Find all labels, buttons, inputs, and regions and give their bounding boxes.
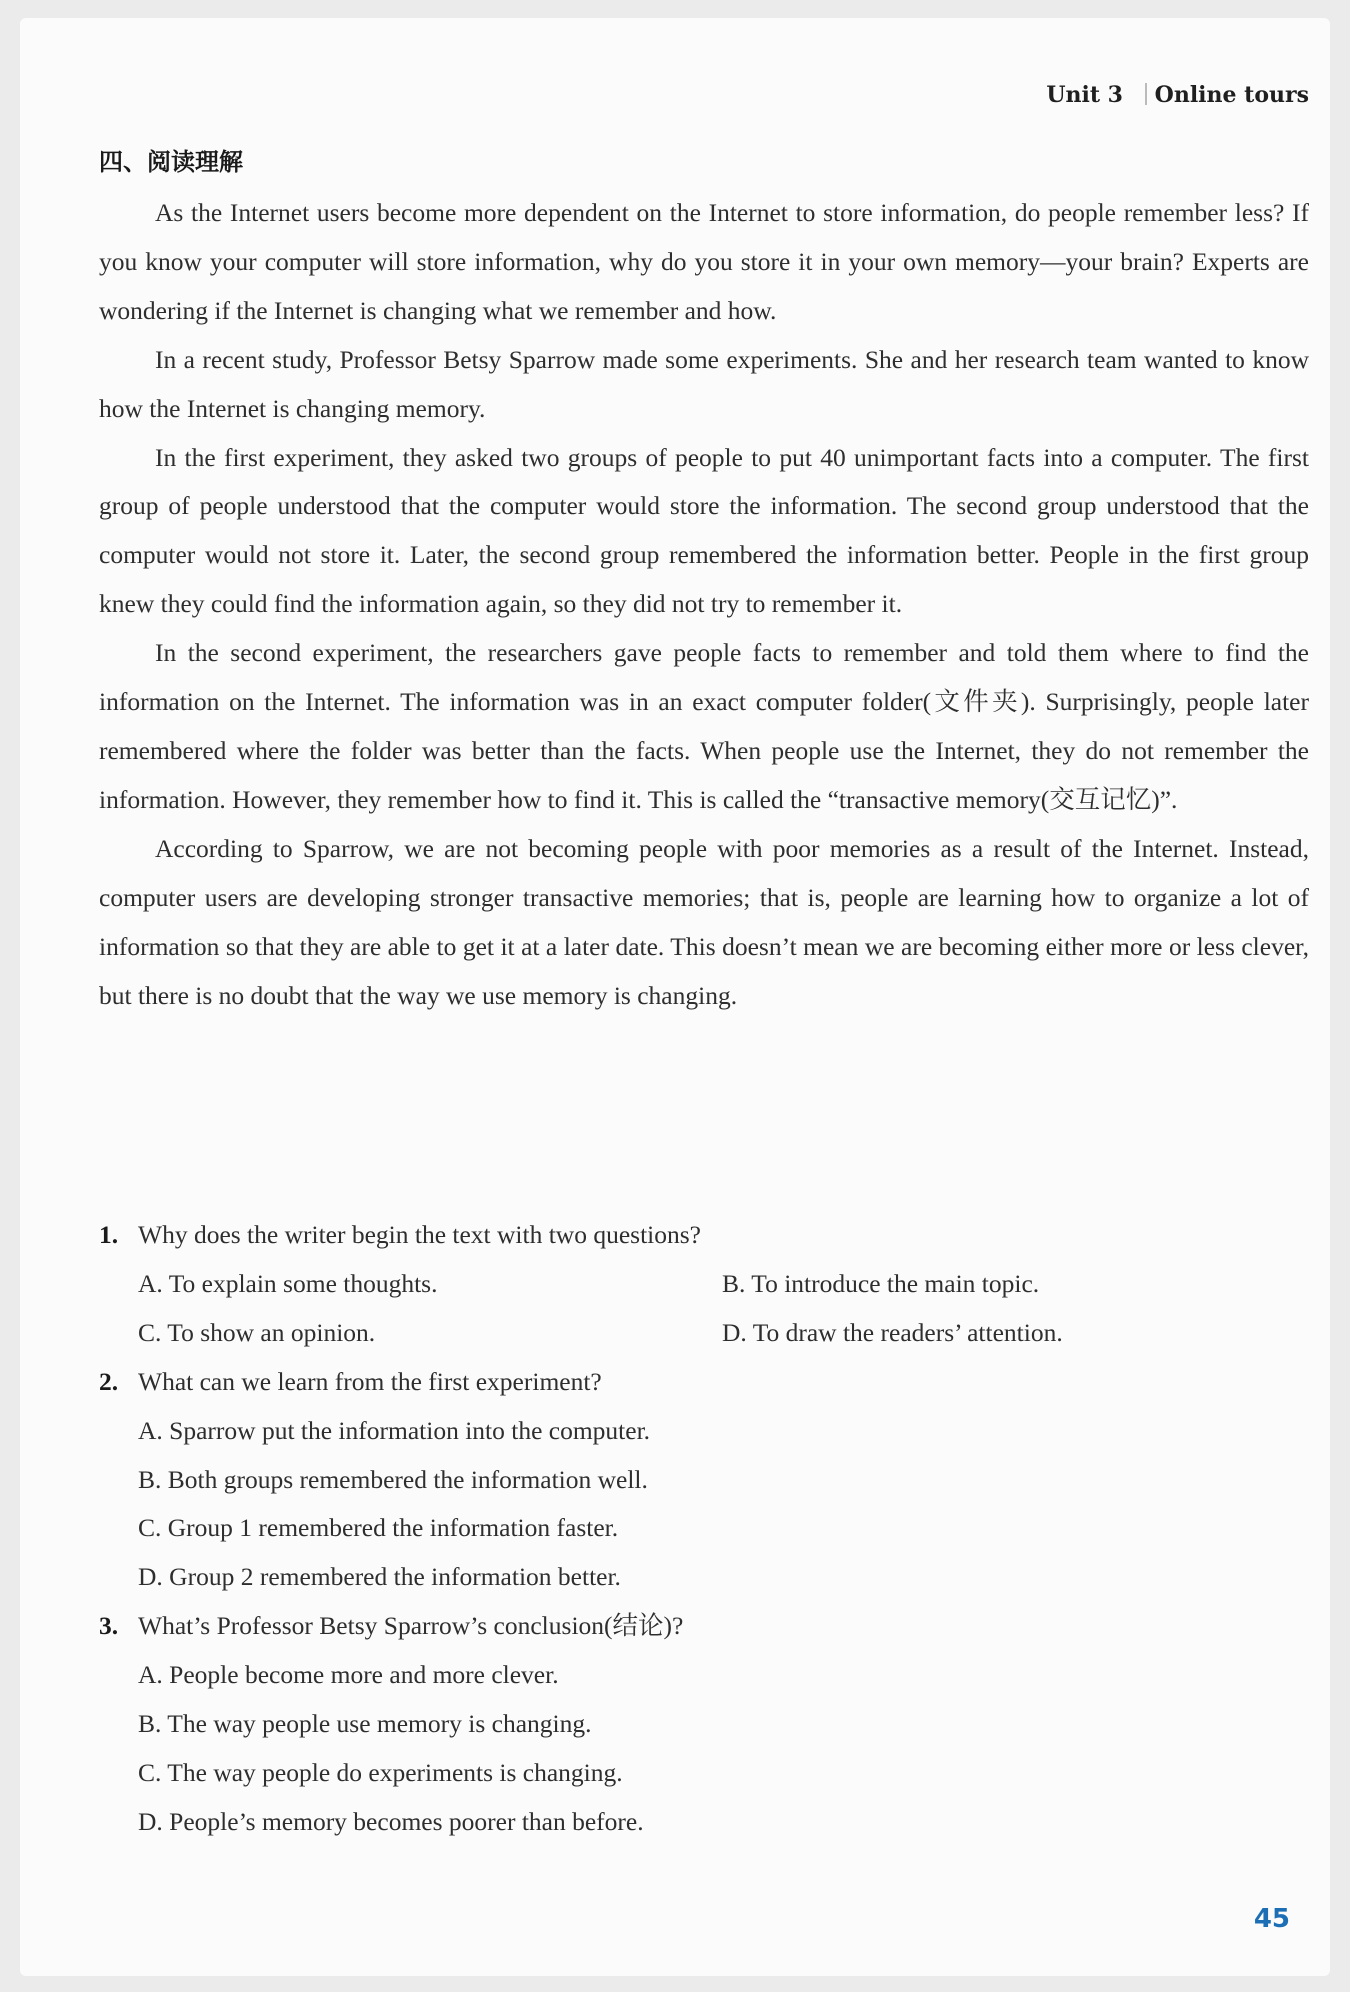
question-text: What’s Professor Betsy Sparrow’s conclusion(结论)? xyxy=(138,1611,684,1641)
option-row xyxy=(99,1309,1309,1358)
header-divider xyxy=(1145,83,1147,105)
question-number: 1. xyxy=(99,1220,119,1249)
question-list xyxy=(99,1211,1309,1847)
question-stem xyxy=(99,1211,1309,1260)
page xyxy=(20,18,1330,1976)
running-header xyxy=(1046,82,1309,108)
header-unit: Unit 3 xyxy=(1046,82,1123,108)
option-b: B. Both groups remembered the information well. xyxy=(138,1464,648,1494)
passage-paragraph: In the first experiment, they asked two groups of people to put 40 unimportant facts into a computer. The first group of people understood that the computer would store the information. The second group understood that the computer would not store it. Later, the second group remembered the information better. People in the first group knew they could find the information again, so they did not try to remember it. xyxy=(99,442,1309,619)
question-stem xyxy=(99,1602,1309,1651)
reading-passage xyxy=(99,189,1309,1020)
option-b: B. To introduce the main topic. xyxy=(722,1268,1040,1298)
question-2 xyxy=(99,1358,1309,1603)
option-c: C. Group 1 remembered the information faster. xyxy=(138,1513,619,1543)
page-number: 45 xyxy=(1253,1904,1290,1934)
passage-paragraph: In the second experiment, the researchers gave people facts to remember and told them where to find the information on the Internet. The information was in an exact computer folder(文件夹). Surprisingly, people later remembered where the folder was better than the facts. When people use the Internet, they do not remember the information. However, they remember how to find it. This is called the “transactive memory(交互记忆)”. xyxy=(99,638,1309,814)
option-c: C. To show an opinion. xyxy=(138,1317,376,1347)
section-title: 四、阅读理解 xyxy=(99,148,243,176)
question-1 xyxy=(99,1211,1309,1358)
option-d: D. People’s memory becomes poorer than before. xyxy=(138,1806,644,1836)
question-3 xyxy=(99,1602,1309,1847)
passage-paragraph: According to Sparrow, we are not becoming people with poor memories as a result of the Internet. Instead, computer users are developing stronger transactive memories; that is, people are learning how to organize a lot of information so that they are able to get it at a later date. This doesn’t mean we are becoming either more or less clever, but there is no doubt that the way we use memory is changing. xyxy=(99,833,1309,1010)
question-number: 3. xyxy=(99,1611,119,1641)
passage-paragraph: In a recent study, Professor Betsy Sparrow made some experiments. She and her research team wanted to know how the Internet is changing memory. xyxy=(99,344,1309,423)
question-text: Why does the writer begin the text with two questions? xyxy=(138,1220,702,1249)
question-text: What can we learn from the first experiment? xyxy=(138,1366,602,1396)
header-title: Online tours xyxy=(1154,82,1309,108)
option-a: A. People become more and more clever. xyxy=(138,1660,559,1690)
option-d: D. To draw the readers’ attention. xyxy=(722,1317,1063,1347)
passage-paragraph: As the Internet users become more dependent on the Internet to store information, do people remember less? If you know your computer will store information, why do you store it in your own memory—your brain? Experts are wondering if the Internet is changing what we remember and how. xyxy=(99,198,1309,325)
option-a: A. To explain some thoughts. xyxy=(138,1268,438,1298)
option-a: A. Sparrow put the information into the computer. xyxy=(138,1415,651,1445)
option-row xyxy=(99,1260,1309,1309)
option-b: B. The way people use memory is changing. xyxy=(138,1709,592,1739)
question-number: 2. xyxy=(99,1366,119,1396)
question-stem xyxy=(99,1358,1309,1407)
option-c: C. The way people do experiments is changing. xyxy=(138,1757,623,1787)
option-d: D. Group 2 remembered the information better. xyxy=(138,1562,621,1592)
